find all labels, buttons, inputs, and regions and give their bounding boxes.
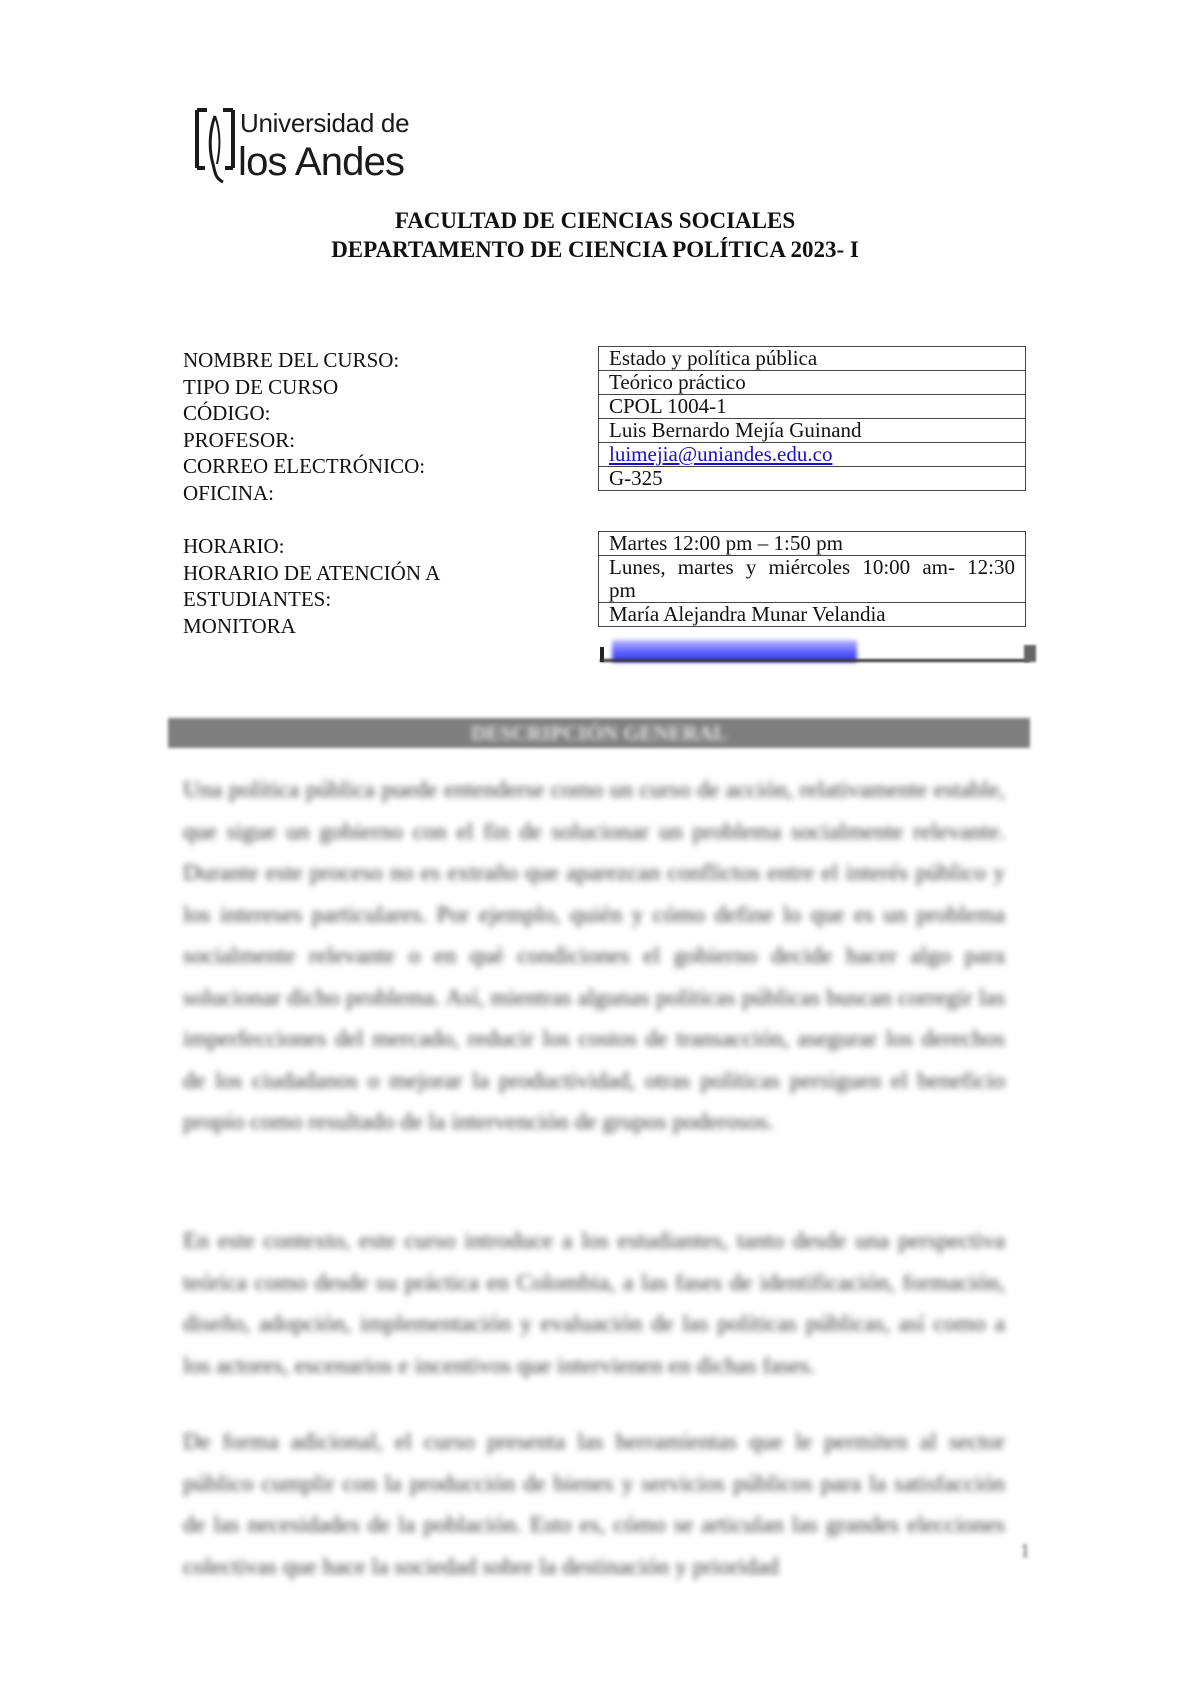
- table-row: [599, 419, 1026, 443]
- schedule-labels: [183, 533, 440, 639]
- value-course-type: Teórico práctico: [599, 371, 1026, 395]
- page-number: 1: [1020, 1540, 1030, 1562]
- table-row: [599, 371, 1026, 395]
- department-heading: DEPARTAMENTO DE CIENCIA POLÍTICA 2023- I: [331, 237, 859, 262]
- value-email-cell: [599, 443, 1026, 467]
- logo-line-1: Universidad de: [240, 108, 410, 138]
- paragraph-3: De forma adicional, el curso presenta las herramientas que le permiten al sector público cumplir con la producción de bienes y servicios públicos para la satisfacción de las necesidades de la población. Esto es, cómo se articulan las grandes elecciones colectivas que hace la sociedad sobre la destinación y prioridad: [183, 1429, 1005, 1580]
- value-course-code: CPOL 1004-1: [599, 395, 1026, 419]
- label-course-type: TIPO DE CURSO: [183, 374, 339, 399]
- table-cut-edge-right: [1024, 645, 1036, 662]
- office-hours-line-2: pm: [609, 578, 636, 602]
- table-row: [599, 467, 1026, 491]
- section-title: DESCRIPCIÓN GENERAL: [470, 721, 728, 745]
- professor-email-link[interactable]: luimejia@uniandes.edu.co: [609, 442, 833, 466]
- label-course-name: NOMBRE DEL CURSO:: [183, 348, 400, 372]
- label-monitor: MONITORA: [183, 613, 296, 638]
- table-row: [599, 443, 1026, 467]
- value-monitor: María Alejandra Munar Velandia: [599, 603, 1026, 627]
- label-office: OFICINA:: [183, 480, 275, 505]
- value-schedule: Martes 12:00 pm – 1:50 pm: [599, 532, 1026, 556]
- logo-line-2: los Andes: [238, 140, 405, 184]
- schedule-table: [598, 531, 1026, 627]
- value-professor: Luis Bernardo Mejía Guinand: [599, 419, 1026, 443]
- paragraph-2: En este contexto, este curso introduce a los estudiantes, tanto desde una perspectiva teórica como desde su práctica en Colombia, a las fases de identificación, formación, diseño, adopción, implementación y evaluación de las políticas públicas, así como a los actores, escenarios e incentivos que intervienen en dichas fases.: [183, 1228, 1005, 1379]
- table-row: [599, 603, 1026, 627]
- office-hours-line-1: Lunes, martes y miércoles 10:00 am- 12:30: [609, 555, 1015, 579]
- label-schedule: HORARIO:: [183, 534, 285, 558]
- label-office-hours: HORARIO DE ATENCIÓN A: [183, 560, 441, 585]
- faculty-heading: FACULTAD DE CIENCIAS SOCIALES: [394, 208, 796, 233]
- value-office: G-325: [599, 467, 1026, 491]
- paragraph-1: Una política pública puede entenderse como un curso de acción, relativamente estable, que sigue un gobierno con el fin de solucionar un problema socialmente relevante. Durante este proceso no es extraño que aparezcan conflictos entre el interés público y los intereses particulares. Por ejemplo, quién y cómo define lo que es un problema socialmente relevante o en qué condiciones el gobierno decide hacer algo para solucionar dicho problema. Así, mientras algunas políticas públicas buscan corregir las imperfecciones del mercado, reducir los costos de transacción, asegurar los derechos de los ciudadanos o mejorar la productividad, otras políticas persiguen el beneficio propio como resultado de la intervención de grupos poderosos.: [183, 777, 1005, 1135]
- table-cut-edge-bottom: [600, 659, 1030, 662]
- value-office-hours: [599, 556, 1026, 603]
- label-email: CORREO ELECTRÓNICO:: [183, 454, 426, 478]
- table-row: [599, 347, 1026, 371]
- label-professor: PROFESOR:: [183, 427, 296, 452]
- label-course-code: CÓDIGO:: [183, 401, 271, 425]
- label-office-hours-students: ESTUDIANTES:: [183, 587, 332, 611]
- course-info-labels: [183, 347, 425, 506]
- course-info-table: [598, 346, 1026, 491]
- value-course-name: Estado y política pública: [599, 347, 1026, 371]
- table-row: [599, 532, 1026, 556]
- andes-emblem-icon: [193, 106, 237, 188]
- table-row: [599, 395, 1026, 419]
- table-row: [599, 556, 1026, 603]
- university-logo: [193, 106, 463, 188]
